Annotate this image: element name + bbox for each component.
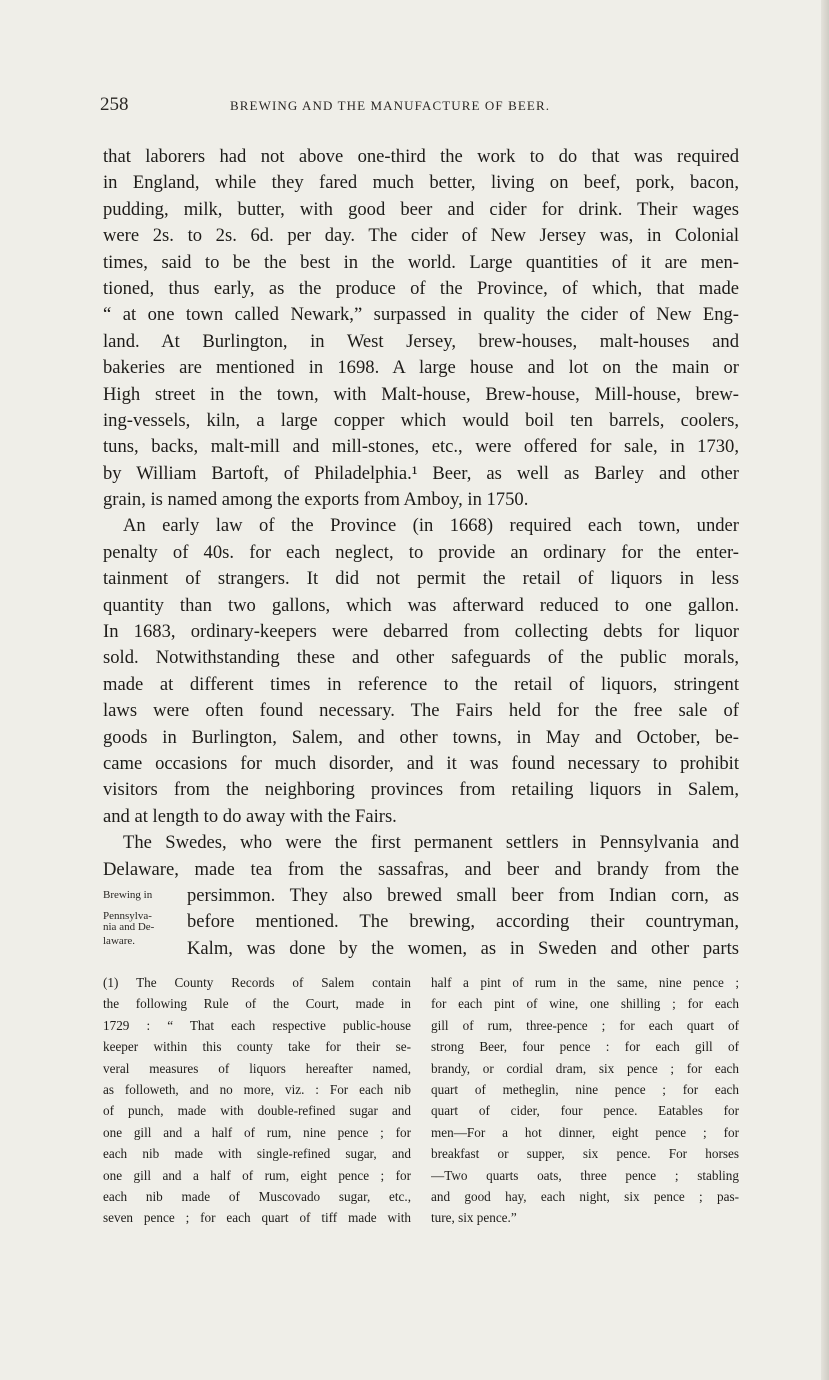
footnote-line: (1) The County Records of Salem contain [103,975,411,990]
body-line: The Swedes, who were the first permanent settlers in Pennsylvania and [123,832,739,854]
body-row-with-margin-note [103,936,739,962]
footnote-line: strong Beer, four pence : for each gill of [431,1039,739,1055]
footnote-line: one gill and a half of rum, nine pence ; for [103,1124,411,1140]
body-line: by William Bartoft, of Philadelphia.¹ Beer, as well as Barley and other [103,462,739,484]
body-line: bakeries are mentioned in 1698. A large house and lot on the main or [103,357,739,379]
footnote-line: the following Rule of the Court, made in [103,996,411,1012]
body-line: were 2s. to 2s. 6d. per day. The cider of New Jersey was, in Colonial [103,225,739,247]
footnote-line: men—For a hot dinner, eight pence ; for [431,1124,739,1140]
body-line: persimmon. They also brewed small beer from Indian corn, as [187,884,739,906]
footnote-line: brandy, or cordial dram, six pence ; for each [431,1060,739,1076]
footnote-line: quart of metheglin, nine pence ; for each [431,1081,739,1097]
body-line: ing-vessels, kiln, a large copper which would boil ten barrels, coolers, [103,409,739,431]
footnote-line: gill of rum, three-pence ; for each quart of [431,1017,739,1033]
running-head: BREWING AND THE MANUFACTURE OF BEER. [230,98,551,113]
body-line: before mentioned. The brewing, according their countryman, [187,911,739,933]
body-line: visitors from the neighboring provinces from retailing liquors in Salem, [103,779,739,801]
body-line: laws were often found necessary. The Fairs held for the free sale of [103,700,739,722]
body-line: Delaware, made tea from the sassafras, and beer and brandy from the [103,858,739,880]
body-line: pudding, milk, butter, with good beer and cider for drink. Their wages [103,198,739,220]
margin-note-line: laware. [103,934,136,947]
body-line: sold. Notwithstanding these and other safeguards of the public morals, [103,647,739,669]
body-line: “ at one town called Newark,” surpassed in quality the cider of New Eng- [103,304,739,326]
margin-note-line: Brewing in [103,888,153,901]
footnote-line: of punch, made with double-refined sugar and [103,1103,411,1119]
body-line: in England, while they fared much better, living on beef, pork, bacon, [103,172,739,194]
body-line: tioned, thus early, as the produce of the Province, of which, that made [103,277,739,299]
body-row-with-margin-note [103,909,739,935]
body-row-with-margin-note [103,883,739,909]
footnote-column-right [431,972,739,1229]
footnotes [103,972,739,1229]
body-text [103,144,739,962]
footnote-line: —Two quarts oats, three pence ; stabling [431,1167,739,1183]
body-line: An early law of the Province (in 1668) required each town, under [123,515,739,537]
body-line: that laborers had not above one-third the work to do that was required [103,146,739,167]
margin-note-line: Pennsylva- [103,910,152,923]
footnote-line: veral measures of liquors hereafter named, [103,1060,411,1076]
body-line: came occasions for much disorder, and it was found necessary to prohibit [103,752,739,774]
footnote-line: ture, six pence.” [431,1210,517,1226]
margin-note-line: nia and De- [103,920,155,933]
footnote-line: as followeth, and no more, viz. : For each nib [103,1081,411,1097]
body-line: goods in Burlington, Salem, and other towns, in May and October, be- [103,726,739,748]
body-line: land. At Burlington, in West Jersey, brew-houses, malt-houses and [103,330,739,352]
body-line: High street in the town, with Malt-house, Brew-house, Mill-house, brew- [103,383,739,405]
footnote-line: and good hay, each night, six pence ; pas- [431,1188,739,1204]
body-line: tuns, backs, malt-mill and mill-stones, etc., were offered for sale, in 1730, [103,436,739,458]
footnote-line: one gill and a half of rum, eight pence ; for [103,1167,411,1183]
body-line: In 1683, ordinary-keepers were debarred from collecting debts for liquor [103,621,739,643]
footnote-line: each nib made of Muscovado sugar, etc., [103,1188,411,1204]
body-line: grain, is named among the exports from Amboy, in 1750. [103,489,529,511]
footnote-line: 1729 : “ That each respective public-house [103,1017,411,1033]
page-number: 258 [100,94,129,115]
footnote-line: keeper within this county take for their se- [103,1039,411,1055]
footnote-line: each nib made with single-refined sugar, and [103,1146,411,1162]
footnote-line: half a pint of rum in the same, nine pence ; [431,975,739,990]
body-line: penalty of 40s. for each neglect, to provide an ordinary for the enter- [103,541,739,563]
body-line: times, said to be the best in the world. Large quantities of it are men- [103,251,739,273]
body-line: tainment of strangers. It did not permit the retail of liquors in less [103,568,739,590]
footnote-line: seven pence ; for each quart of tiff made with [103,1210,411,1226]
footnote-line: quart of cider, four pence. Eatables for [431,1103,739,1119]
footnote-line: for each pint of wine, one shilling ; for each [431,996,739,1012]
body-line: quantity than two gallons, which was afterward reduced to one gallon. [103,594,739,616]
page-edge [821,0,829,1380]
body-line: Kalm, was done by the women, as in Sweden and other parts [187,937,739,959]
page-header [100,94,740,120]
footnote-line: breakfast or supper, six pence. For horses [431,1146,739,1162]
body-line: made at different times in reference to the retail of liquors, stringent [103,673,739,695]
body-line: and at length to do away with the Fairs. [103,805,397,827]
margin-note-stack [103,909,187,935]
footnote-column-left [103,972,411,1229]
